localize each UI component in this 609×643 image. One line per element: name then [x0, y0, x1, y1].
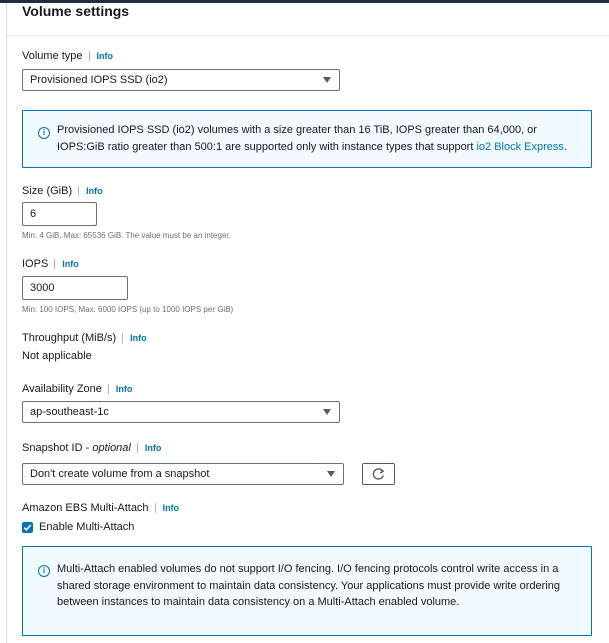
- multi-attach-alert-text: Multi-Attach enabled volumes do not support I/O fencing. I/O fencing protocols control write access in a shared storage environment to maintain data consistency. Your applications must provide write ordering between instances to maintain data consistency on a Multi-Attach enabled volume.: [57, 563, 561, 608]
- caret-down-icon: [323, 77, 331, 83]
- snapshot-info-link[interactable]: Info: [137, 443, 162, 453]
- panel-header: [7, 3, 609, 36]
- availability-zone-info-link[interactable]: Info: [108, 384, 133, 394]
- multi-attach-label: [22, 502, 179, 514]
- multi-attach-label-text: Amazon EBS Multi-Attach: [22, 502, 149, 514]
- iops-hint: Min: 100 IOPS, Max: 6000 IOPS (up to 1000 IOPS per GiB): [22, 305, 234, 314]
- size-info-link[interactable]: Info: [78, 186, 103, 196]
- caret-down-icon: [323, 409, 331, 415]
- availability-zone-label: [22, 383, 132, 395]
- info-circle-icon: i: [38, 565, 50, 577]
- caret-down-icon: [327, 471, 335, 477]
- page-title: Volume settings: [22, 3, 130, 19]
- info-circle-icon: i: [38, 127, 50, 139]
- throughput-label-text: Throughput (MiB/s): [22, 332, 117, 344]
- checkmark-icon: [22, 522, 33, 533]
- io2-block-express-link[interactable]: io2 Block Express: [476, 140, 564, 153]
- snapshot-optional-text: optional: [92, 442, 131, 454]
- volume-type-label: [22, 50, 113, 62]
- io2-alert-text: [57, 122, 582, 155]
- snapshot-label-text: Snapshot ID -: [22, 442, 93, 454]
- availability-zone-select[interactable]: [22, 401, 340, 423]
- availability-zone-label-text: Availability Zone: [22, 383, 102, 395]
- enable-multi-attach-checkbox[interactable]: [22, 522, 33, 533]
- snapshot-select[interactable]: [22, 463, 344, 485]
- snapshot-label: [22, 442, 161, 454]
- size-label: [22, 185, 103, 197]
- snapshot-refresh-button[interactable]: [362, 463, 395, 485]
- size-hint: Min: 4 GiB, Max: 65536 GiB. The value must be an integer.: [22, 231, 231, 240]
- iops-info-link[interactable]: Info: [54, 259, 79, 269]
- iops-label-text: IOPS: [22, 258, 49, 270]
- availability-zone-selected: ap-southeast-1c: [30, 406, 109, 418]
- multi-attach-info-link[interactable]: Info: [155, 503, 180, 513]
- enable-multi-attach-label[interactable]: Enable Multi-Attach: [39, 521, 135, 533]
- multi-attach-info-alert: [22, 546, 592, 636]
- io2-alert-suffix: .: [563, 140, 567, 153]
- volume-settings-panel: [6, 3, 609, 643]
- volume-type-select[interactable]: [22, 69, 340, 91]
- size-input[interactable]: 6: [22, 202, 97, 226]
- volume-type-info-link[interactable]: Info: [89, 51, 114, 61]
- iops-label: [22, 258, 79, 270]
- throughput-info-link[interactable]: Info: [122, 333, 147, 343]
- throughput-value: Not applicable: [22, 350, 92, 362]
- throughput-label: [22, 332, 147, 344]
- snapshot-selected: Don't create volume from a snapshot: [30, 468, 210, 480]
- refresh-icon: [363, 464, 394, 484]
- volume-type-label-text: Volume type: [22, 50, 83, 62]
- iops-input[interactable]: 3000: [22, 276, 128, 300]
- io2-info-alert: [22, 110, 592, 168]
- size-label-text: Size (GiB): [22, 185, 73, 197]
- volume-type-selected: Provisioned IOPS SSD (io2): [30, 74, 168, 86]
- io2-alert-body: Provisioned IOPS SSD (io2) volumes with a size greater than 16 TiB, IOPS greater than 64,000, or IOPS:GiB ratio greater than 500:1 are supported only with instance types that support: [57, 124, 537, 153]
